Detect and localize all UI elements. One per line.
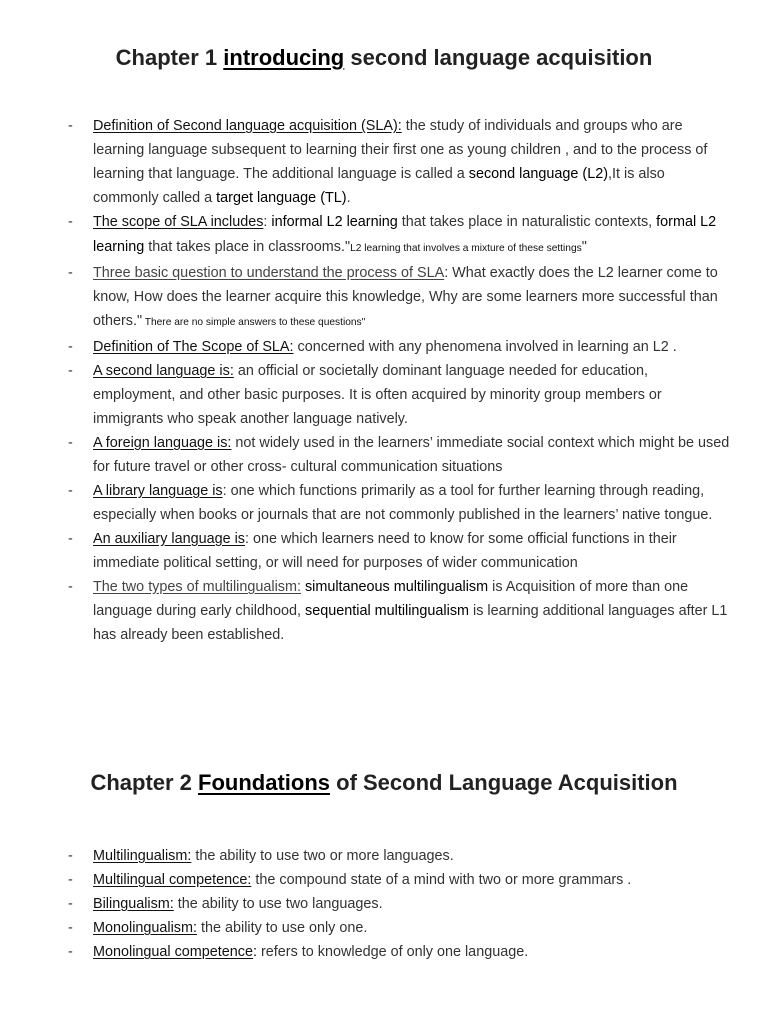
bullet-dash: - xyxy=(68,118,73,134)
definition-text: the ability to use only one. xyxy=(196,920,368,936)
key-phrase: simultaneous multilingualism xyxy=(304,579,489,595)
key-phrase: target language (TL) xyxy=(216,190,347,206)
bullet-dash: - xyxy=(68,579,73,595)
bullet-dash: - xyxy=(68,483,73,499)
term-label: The two types of multilingualism: xyxy=(93,579,301,595)
list-item-library-language xyxy=(66,479,730,527)
chapter-2-title xyxy=(0,769,768,797)
list-item-multilingual-competence xyxy=(66,868,730,892)
list-item-scope-definition xyxy=(66,335,730,359)
definition-text: refers to knowledge of only one language. xyxy=(257,944,529,960)
bullet-dash: - xyxy=(68,872,73,888)
bullet-dash: - xyxy=(68,944,73,960)
key-phrase: : xyxy=(253,944,257,960)
term-label: Three basic question to understand the process of SLA xyxy=(93,265,445,281)
definition-text: : What exactly does the L2 learner come to know, How does the learner acquire this knowledge, Why are some learners more successful than others." xyxy=(93,265,718,329)
list-item-auxiliary-language xyxy=(66,527,730,575)
term-label: An auxiliary language is xyxy=(93,531,245,547)
bullet-dash: - xyxy=(68,214,73,230)
definition-text: the compound state of a mind with two or more grammars . xyxy=(251,872,632,888)
term-label: Monolingual competence xyxy=(93,944,253,960)
bullet-dash: - xyxy=(68,848,73,864)
key-phrase: sequential multilingualism xyxy=(305,603,470,619)
definition-text: : one which learners need to know for some official functions in their immediate political setting, or will need for purposes of wider communication xyxy=(93,531,677,571)
term-label: Definition of The Scope of SLA: xyxy=(93,339,294,355)
term-label: Definition of Second language acquisition (SLA): xyxy=(93,118,402,134)
key-phrase: formal L2 learning xyxy=(93,214,717,255)
term-label: Multilingualism: xyxy=(93,848,192,864)
term-label: The scope of SLA includes xyxy=(93,214,264,230)
definition-text: " xyxy=(581,239,587,255)
chapter-2-list xyxy=(66,844,730,964)
small-note: There are no simple answers to these questions" xyxy=(142,317,366,328)
chapter-2-title-emphasis: Foundations xyxy=(198,770,331,795)
chapter-2-title-prefix: Chapter 2 xyxy=(90,770,199,795)
chapter-1-title-emphasis: introducing xyxy=(223,45,345,70)
list-item-bilingualism xyxy=(66,892,730,916)
definition-text: the ability to use two or more languages. xyxy=(191,848,454,864)
chapter-2-title-suffix: of Second Language Acquisition xyxy=(330,770,678,795)
definition-text: an official or societally dominant language needed for education, employment, and other basic purposes. It is often acquired by minority group members or immigrants who speak another language natively. xyxy=(93,363,662,427)
key-phrase: informal L2 learning xyxy=(271,214,398,230)
chapter-1-title-prefix: Chapter 1 xyxy=(115,45,224,70)
definition-text: the study of individuals and groups who are learning language subsequent to learning their first one as young children , and to the process of learning that language. The additional language is called a xyxy=(93,118,708,182)
chapter-1-title xyxy=(0,44,768,72)
definition-text: : xyxy=(263,214,272,230)
list-item-monolingual-competence xyxy=(66,940,730,964)
term-label: A library language is xyxy=(93,483,223,499)
list-item-foreign-language xyxy=(66,431,730,479)
term-label: A foreign language is: xyxy=(93,435,232,451)
term-label: Multilingual competence: xyxy=(93,872,252,888)
definition-text: concerned with any phenomena involved in learning an L2 . xyxy=(293,339,677,355)
small-note: L2 learning that involves a mixture of these settings xyxy=(350,243,582,254)
term-label: Monolingualism: xyxy=(93,920,197,936)
list-item-multilingualism-types xyxy=(66,575,730,647)
bullet-dash: - xyxy=(68,920,73,936)
definition-text: that takes place in classrooms." xyxy=(144,239,351,255)
definition-text: the ability to use two languages. xyxy=(173,896,383,912)
definition-text: is learning additional languages after L1 has already been established. xyxy=(93,603,728,643)
key-phrase: second language (L2) xyxy=(468,166,608,182)
list-item-second-language xyxy=(66,359,730,431)
list-item-sla-scope xyxy=(66,210,730,261)
definition-text: not widely used in the learners’ immediate social context which might be used for future travel or other cross- cultural communication situations xyxy=(93,435,730,475)
term-label: Bilingualism: xyxy=(93,896,174,912)
bullet-dash: - xyxy=(68,435,73,451)
term-label: A second language is: xyxy=(93,363,234,379)
definition-text: : one which functions primarily as a tool for further learning through reading, especially when books or journals that are not commonly published in the learners’ native tongue. xyxy=(93,483,713,523)
bullet-dash: - xyxy=(68,531,73,547)
definition-text: ,It is also commonly called a xyxy=(93,166,665,206)
list-item-monolingualism xyxy=(66,916,730,940)
definition-text: that takes place in naturalistic contexts, xyxy=(397,214,657,230)
definition-text: . xyxy=(346,190,351,206)
list-item-multilingualism xyxy=(66,844,730,868)
list-item-sla-definition xyxy=(66,114,730,210)
chapter-1-title-suffix: second language acquisition xyxy=(344,45,653,70)
bullet-dash: - xyxy=(68,339,73,355)
list-item-three-questions xyxy=(66,261,730,335)
chapter-1-list xyxy=(66,114,730,647)
definition-text: is Acquisition of more than one language during early childhood, xyxy=(93,579,689,619)
bullet-dash: - xyxy=(68,363,73,379)
bullet-dash: - xyxy=(68,265,73,281)
bullet-dash: - xyxy=(68,896,73,912)
